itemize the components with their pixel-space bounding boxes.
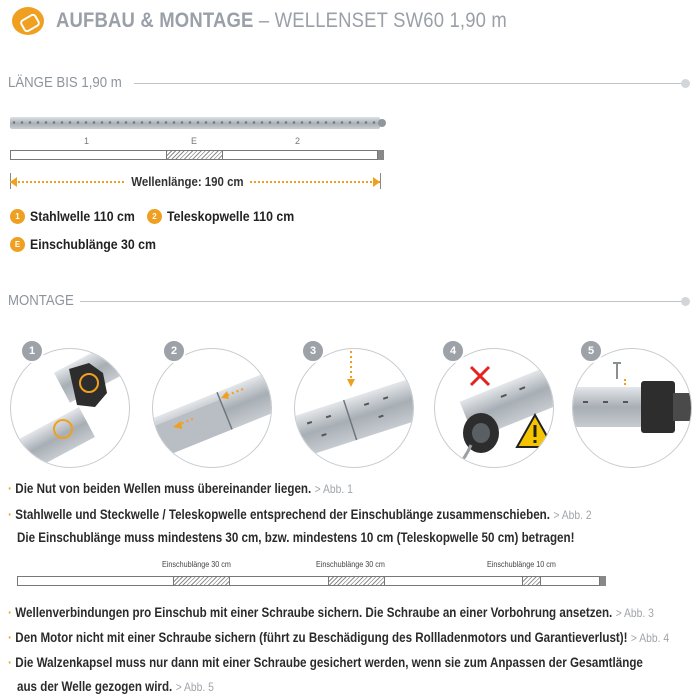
instruction-text: Wellenverbindungen pro Einschub mit einer Schraube sichern. Die Schraube an einer Vorbohrung ansetzen. — [15, 605, 613, 620]
figure-ref-4: > Abb. 4 — [630, 631, 670, 645]
legend-steel-shaft — [10, 208, 149, 224]
legend-text: Teleskopwelle 110 cm — [167, 208, 295, 224]
bullet: · — [8, 630, 12, 645]
figure-ref-5: > Abb. 5 — [175, 680, 214, 694]
step-4-number: 4 — [441, 339, 465, 363]
badge-e: E — [10, 237, 25, 252]
segment-overlap-1 — [173, 576, 230, 586]
step-4-illustration — [434, 348, 554, 468]
label-e: E — [191, 136, 198, 146]
dimension-arrow-right — [373, 177, 380, 187]
instruction-2-note — [17, 530, 574, 545]
schematic-end — [378, 150, 384, 160]
step-5-illustration — [572, 348, 692, 468]
instruction-text: Den Motor nicht mit einer Schraube sichern (führt zu Beschädigung des Rollladenmotors und Garantieverlust)! — [15, 630, 628, 645]
step-1-number: 1 — [20, 339, 44, 363]
section-title-montage: MONTAGE — [8, 292, 74, 309]
shaft-logo-icon — [12, 7, 44, 35]
segment-label-2: Einschublänge 30 cm — [316, 560, 385, 569]
segment-label-3: Einschublänge 10 cm — [487, 560, 556, 569]
segment-bar-end — [600, 576, 606, 586]
step-5-number: 5 — [579, 339, 603, 363]
instruction-text: aus der Welle gezogen wird. — [17, 679, 173, 694]
figure-ref-2: > Abb. 2 — [553, 508, 592, 522]
step-1-illustration — [10, 348, 130, 468]
section-divider-length — [134, 83, 682, 84]
shaft-holes — [10, 121, 380, 124]
step-3-number: 3 — [301, 339, 325, 363]
instruction-text: Die Einschublänge muss mindestens 30 cm, bzw. mindestens 10 cm (Teleskopwelle 50 cm) betragen! — [17, 530, 575, 545]
badge-2: 2 — [147, 209, 162, 224]
bullet: · — [8, 507, 12, 522]
segment-overlap-3 — [522, 576, 541, 586]
legend-insert-length — [10, 236, 173, 252]
label-1: 1 — [84, 136, 90, 146]
instruction-text: Stahlwelle und Steckwelle / Teleskopwelle entsprechend der Einschublänge zusammenschieben. — [15, 507, 550, 522]
section-title-length: LÄNGE BIS 1,90 m — [8, 74, 122, 91]
title-sub: – WELLENSET SW60 1,90 m — [258, 9, 508, 32]
step-3-illustration — [294, 348, 414, 468]
instruction-2 — [8, 507, 592, 522]
segment-overlap-2 — [328, 576, 385, 586]
step-2-illustration — [152, 348, 272, 468]
section-divider-montage — [80, 301, 682, 302]
figure-ref-1: > Abb. 1 — [314, 482, 353, 496]
dimension-arrow-left — [10, 177, 17, 187]
title-main: AUFBAU & MONTAGE — [56, 9, 254, 32]
step-2-number: 2 — [162, 339, 186, 363]
header — [12, 6, 569, 36]
instruction-5 — [8, 655, 643, 670]
legend-text: Stahlwelle 110 cm — [30, 208, 135, 224]
instruction-text: Die Nut von beiden Wellen muss übereinander liegen. — [15, 481, 312, 496]
label-2: 2 — [295, 136, 301, 146]
schematic-overlap — [166, 150, 223, 160]
shaft-tip — [378, 119, 386, 127]
instruction-4 — [8, 630, 669, 645]
instruction-1 — [8, 481, 353, 496]
dimension-label: Wellenlänge: 190 cm — [126, 174, 249, 189]
legend-text: Einschublänge 30 cm — [30, 236, 156, 252]
bullet: · — [8, 605, 12, 620]
instruction-3 — [8, 605, 654, 620]
badge-1: 1 — [10, 209, 25, 224]
instruction-text: Die Walzenkapsel muss nur dann mit einer Schraube gesichert werden, wenn sie zum Anpassen der Gesamtlänge — [15, 655, 643, 670]
instruction-5-cont — [17, 679, 214, 694]
shaft-photo — [10, 117, 380, 129]
segment-label-1: Einschublänge 30 cm — [162, 560, 231, 569]
page-title — [56, 9, 507, 33]
segment-bar — [17, 576, 600, 586]
bullet: · — [8, 481, 12, 496]
legend-telescope-shaft — [147, 208, 312, 224]
dimension-tick-right — [380, 173, 381, 189]
bullet: · — [8, 655, 12, 670]
figure-ref-3: > Abb. 3 — [615, 606, 654, 620]
